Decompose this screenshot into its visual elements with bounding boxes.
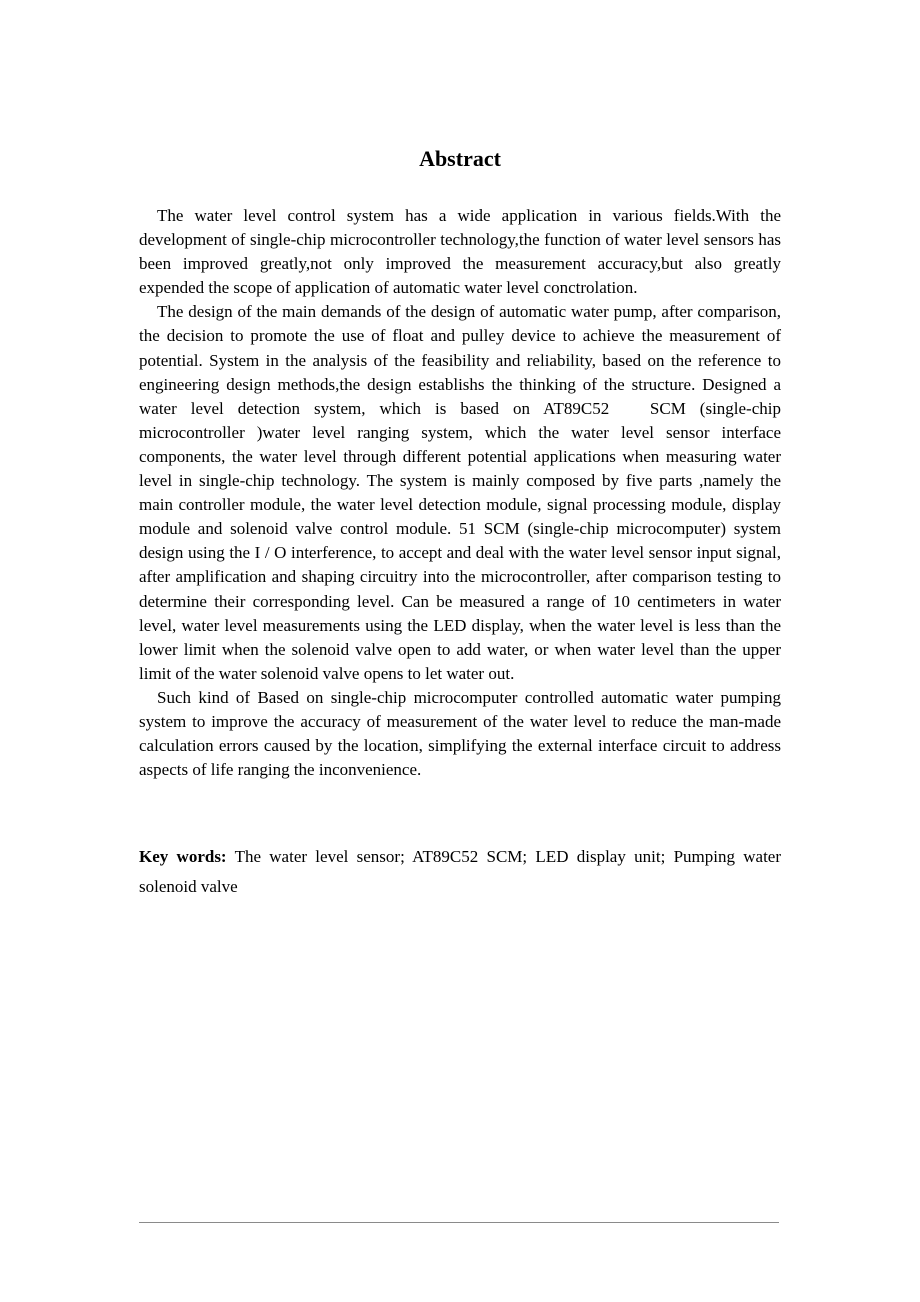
footer-divider xyxy=(139,1222,779,1223)
abstract-paragraph-2: The design of the main demands of the design of automatic water pump, after comparison, the decision to promote the use of float and pulley device to achieve the measurement of potential. System in the analysis of the feasibility and reliability, based on the reference to engineering design methods,the design establishs the thinking of the structure. Designed a water level detection system, which is based on AT89C52 SCM (single-chip microcontroller )water level ranging system, which the water level sensor interface components, the water level through different potential applications when measuring water level in single-chip technology. The system is mainly composed by five parts ,namely the main controller module, the water level detection module, signal processing module, display module and solenoid valve control module. 51 SCM (single-chip microcomputer) system design using the I / O interference, to accept and deal with the water level sensor input signal, after amplification and shaping circuitry into the microcontroller, after comparison testing to determine their corresponding level. Can be measured a range of 10 centimeters in water level, water level measurements using the LED display, when the water level is less than the lower limit when the solenoid valve open to add water, or when water level than the upper limit of the water solenoid valve opens to let water out. xyxy=(139,302,781,683)
abstract-paragraph-1: The water level control system has a wide application in various fields.With the development of single-chip microcontroller technology,the function of water level sensors has been improved greatly,not only improved the measurement accuracy,but also greatly expended the scope of application of automatic water level conctrolation. xyxy=(139,206,781,298)
abstract-paragraph-3: Such kind of Based on single-chip microcomputer controlled automatic water pumping system to improve the accuracy of measurement of the water level to reduce the man-made calculation errors caused by the location, simplifying the external interface circuit to address aspects of life ranging the inconvenience. xyxy=(139,687,781,780)
keywords-text: The water level sensor; AT89C52 SCM; LED display unit; Pumping water solenoid valve xyxy=(139,847,782,896)
keywords-line xyxy=(139,842,781,902)
abstract-title: Abstract xyxy=(419,146,501,171)
abstract-body xyxy=(139,204,781,782)
keywords-label: Key words: xyxy=(139,847,227,866)
